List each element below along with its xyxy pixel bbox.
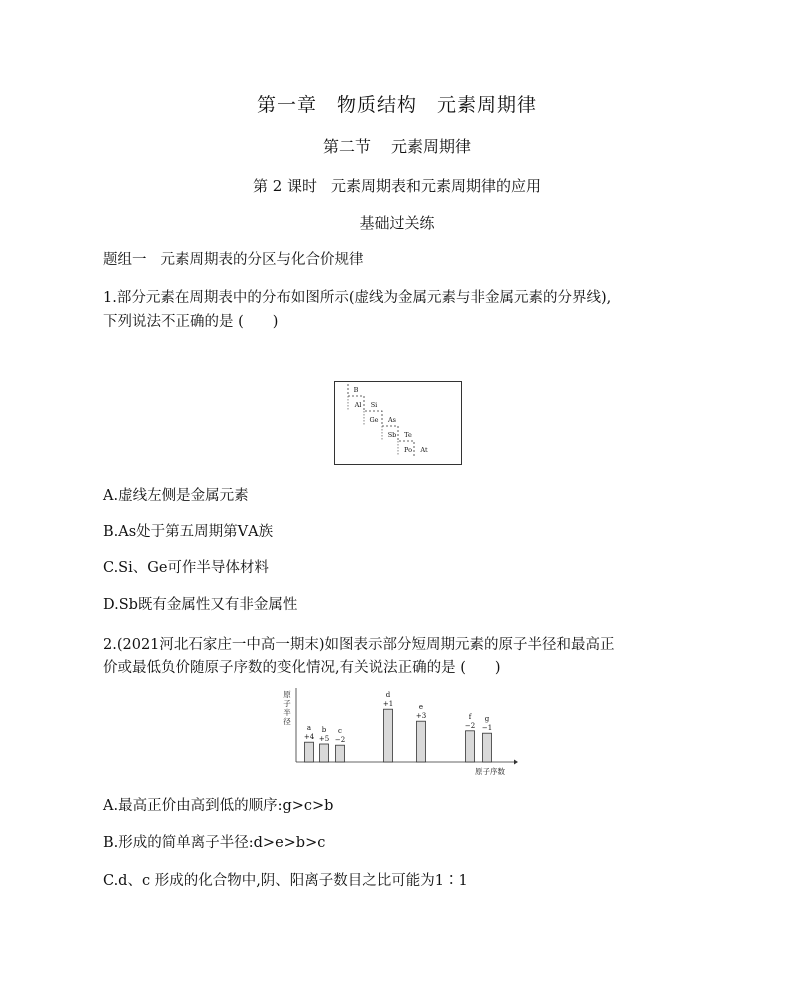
radius-valence-chart [278, 686, 518, 778]
q1-stem-line-1: 1.部分元素在周期表中的分布如图所示(虚线为金属元素与非金属元素的分界线), [103, 290, 612, 306]
y-axis-label-char-4: 径 [283, 717, 291, 726]
element-Si: Si [370, 401, 378, 409]
y-axis-label-char-3: 半 [283, 708, 291, 717]
q1-stem-line-2: 下列说法不正确的是 ( ) [103, 314, 279, 330]
q2-option-a: A.最高正价由高到低的顺序:g>c>b [103, 798, 334, 814]
periodic-table-figure [334, 381, 462, 465]
element-label-a: a [306, 724, 312, 733]
q1-option-d: D.Sb既有金属性又有非金属性 [103, 597, 298, 613]
chapter-title [0, 90, 794, 117]
q2-stem-line-2: 价或最低负价随原子序数的变化情况,有关说法正确的是 ( ) [103, 660, 501, 676]
element-B: B [353, 386, 359, 394]
bar-d [384, 709, 393, 762]
lesson-name: 元素周期表和元素周期律的应用 [331, 177, 542, 195]
element-label-b: b [321, 726, 327, 734]
element-Al: Al [354, 401, 362, 409]
bar-a [305, 742, 314, 762]
q1-option-a: A.虚线左侧是金属元素 [103, 488, 249, 504]
lesson-title [0, 175, 794, 196]
valence-label-c: −2 [334, 736, 346, 745]
y-axis-label-char-1: 原 [283, 690, 291, 699]
subheading: 基础过关练 [359, 214, 435, 232]
bar-b [320, 744, 329, 762]
valence-label-e: +3 [415, 712, 427, 721]
section-name: 元素周期律 [391, 137, 472, 156]
section-number: 第二节 [322, 137, 371, 156]
q2-stem-line-1: 2.(2021河北石家庄一中高一期末)如图表示部分短周期元素的原子半径和最高正 [103, 637, 615, 653]
element-label-f: f [468, 712, 472, 721]
bar-g [483, 733, 492, 762]
element-Te: Te [404, 431, 412, 439]
x-axis-arrow [514, 760, 518, 765]
q1-option-c: C.Si、Ge可作半导体材料 [103, 560, 269, 576]
bar-e [417, 721, 426, 762]
element-At: At [420, 446, 428, 454]
element-Sb: Sb [387, 431, 397, 439]
section-title [0, 134, 794, 157]
element-As: As [387, 416, 397, 424]
element-label-g: g [484, 715, 490, 724]
element-Po: Po [403, 446, 413, 454]
element-label-d: d [385, 691, 391, 700]
y-axis-label-char-2: 子 [283, 699, 291, 708]
bar-c [336, 745, 345, 762]
q2-option-b: B.形成的简单离子半径:d>e>b>c [103, 835, 326, 851]
question-group-heading [103, 248, 364, 272]
lesson-number: 第 2 课时 [252, 177, 318, 195]
group-label: 题组一 [103, 252, 147, 268]
group-name: 元素周期表的分区与化合价规律 [160, 252, 364, 268]
chapter-topic-2: 元素周期律 [437, 94, 538, 116]
q2-option-c: C.d、c 形成的化合物中,阴、阳离子数目之比可能为1∶1 [103, 873, 468, 889]
valence-label-f: −2 [464, 721, 476, 730]
valence-label-g: −1 [481, 724, 493, 733]
element-label-e: e [418, 703, 424, 712]
chapter-number: 第一章 [256, 94, 317, 116]
valence-label-d: +1 [382, 700, 394, 709]
valence-label-b: +5 [318, 735, 330, 743]
x-axis-label: 原子序数 [475, 767, 505, 776]
valence-label-a: +4 [303, 733, 315, 742]
q1-option-b: B.As处于第五周期第ⅤA族 [103, 524, 274, 540]
element-Ge: Ge [369, 416, 379, 424]
chapter-topic-1: 物质结构 [336, 94, 417, 116]
bar-f [466, 731, 475, 762]
element-label-c: c [338, 727, 342, 736]
